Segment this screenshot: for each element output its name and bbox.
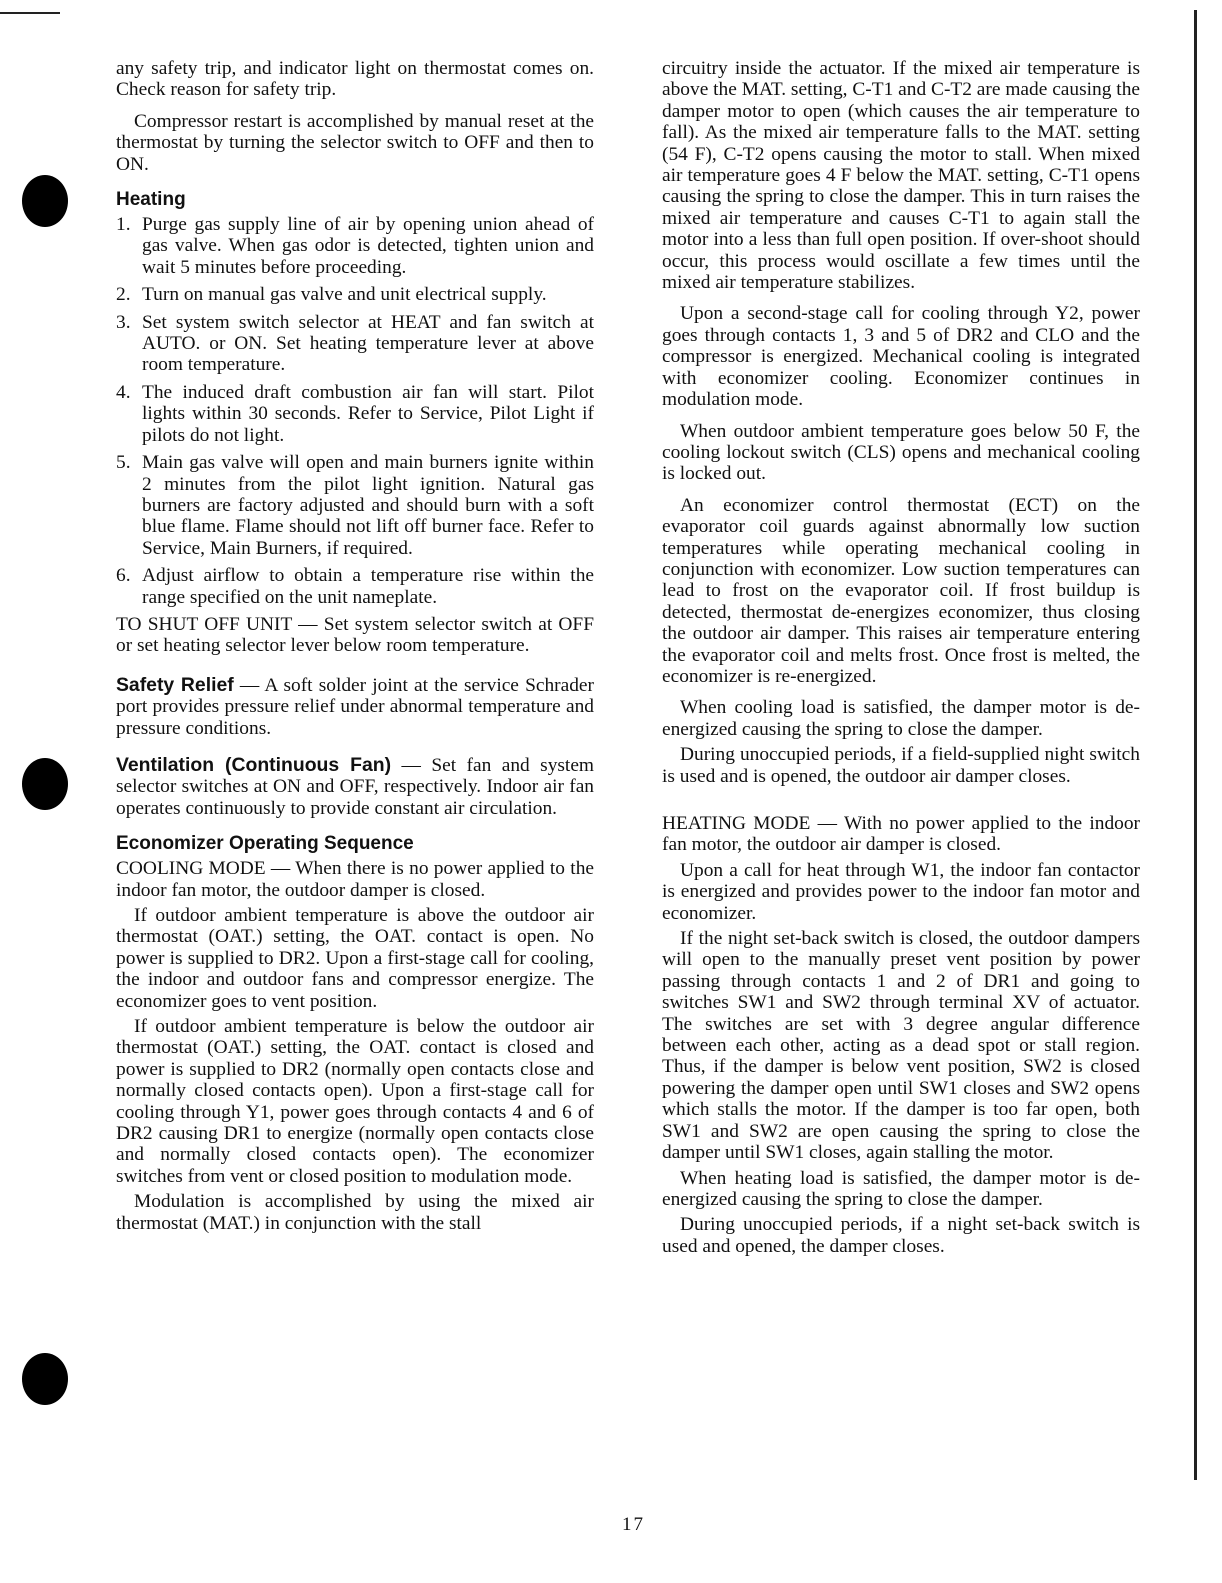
- economizer-heading: Economizer Operating Sequence: [116, 833, 414, 855]
- step-number: 2.: [116, 284, 131, 306]
- step-number: 1.: [116, 214, 131, 236]
- binder-hole: [22, 758, 68, 810]
- paragraph: When heating load is satisfied, the damper motor is de-energized causing the spring to close the damper.: [662, 1167, 1140, 1210]
- ventilation-text: — Set fan and system selector switches at ON and OFF, respectively. Indoor air fan operates continuously to provide constant air circulation.: [116, 754, 595, 819]
- list-item: [116, 284, 594, 305]
- list-item: [116, 214, 594, 278]
- paragraph: If outdoor ambient temperature is below the outdoor air thermostat (OAT.) setting, the OAT. contact is closed and power is supplied to DR2 (normally open contacts close and normally closed contacts open). Upon a first-stage call for cooling through Y1, power goes through contacts 4 and 6 of DR2 causing DR1 to energize (normally open contacts close and normally closed contacts open). The economizer switches from vent or closed position to modulation mode.: [116, 1016, 594, 1187]
- paragraph: Modulation is accomplished by using the mixed air thermostat (MAT.) in conjunction with the stall: [116, 1191, 594, 1234]
- shutoff-paragraph: TO SHUT OFF UNIT — Set system selector switch at OFF or set heating selector lever below room temperature.: [116, 613, 594, 657]
- heating-heading: Heating: [116, 189, 186, 211]
- safety-relief-text: — A soft solder joint at the service Schrader port provides pressure relief under abnormal temperature and pressure conditions.: [116, 674, 594, 739]
- paragraph: Upon a second-stage call for cooling through Y2, power goes through contacts 1, 3 and 5 of DR2 and CLO and the compressor is energized. Mechanical cooling is integrated with economizer cooling. Economizer continues in modulation mode.: [662, 303, 1140, 411]
- paragraph: If outdoor ambient temperature is above the outdoor air thermostat (OAT.) setting, the OAT. contact is open. No power is supplied to DR2. Upon a first-stage call for cooling, the indoor and outdoor fans and compressor energize. The economizer goes to vent position.: [116, 905, 594, 1012]
- list-item: [116, 565, 594, 608]
- step-text: Set system switch selector at HEAT and fan switch at AUTO. or ON. Set heating temperature lever at above room temperature.: [142, 311, 594, 376]
- heating-mode-paragraph: HEATING MODE — With no power applied to the indoor fan motor, the outdoor air damper is closed.: [662, 813, 1140, 856]
- right-column: [662, 58, 1140, 1261]
- step-text: Turn on manual gas valve and unit electrical supply.: [142, 284, 547, 306]
- paragraph: An economizer control thermostat (ECT) on the evaporator coil guards against abnormally low suction temperatures while operating mechanical cooling in conjunction with economizer. Low suction temperatures can lead to frost on the evaporator coil. If frost buildup is detected, thermostat de-energizes economizer, thus closing the outdoor air damper. This raises air temperature entering the evaporator coil and melts frost. Once frost is melted, the economizer is re-energized.: [662, 494, 1140, 687]
- step-number: 4.: [116, 381, 131, 403]
- step-number: 3.: [116, 311, 131, 333]
- binder-hole: [22, 175, 68, 227]
- paragraph: Upon a call for heat through W1, the indoor fan contactor is energized and provides power to the indoor fan motor and economizer.: [662, 859, 1140, 924]
- list-item: [116, 312, 594, 376]
- paragraph: During unoccupied periods, if a night set-back switch is used and opened, the damper closes.: [662, 1214, 1140, 1257]
- right-edge-rule: [1194, 10, 1197, 1480]
- page-number: 17: [622, 1514, 645, 1535]
- cooling-mode-paragraph: COOLING MODE — When there is no power applied to the indoor fan motor, the outdoor damper is closed.: [116, 858, 594, 901]
- paragraph: circuitry inside the actuator. If the mixed air temperature is above the MAT. setting, C-T1 and C-T2 are made causing the damper motor to open (which causes the air temperature to fall). As the mixed air temperature falls to the MAT. setting (54 F), C-T2 opens causing the motor to stall. When mixed air temperature goes 4 F below the MAT. setting, C-T1 opens causing the spring to close the damper. This in turn raises the mixed air temperature and causes C-T1 to again stall the motor into a less than full open position. If over-shoot should occur, this process would oscillate a few times until the mixed air temperature stabilizes.: [662, 58, 1140, 294]
- safety-relief-paragraph: [116, 675, 594, 739]
- ventilation-heading: Ventilation (Continuous Fan): [116, 753, 392, 776]
- step-text: Purge gas supply line of air by opening union ahead of gas valve. When gas odor is detected, tighten union and wait 5 minutes before proceeding.: [142, 214, 594, 278]
- list-item: [116, 452, 594, 559]
- paragraph: Compressor restart is accomplished by manual reset at the thermostat by turning the selector switch to OFF and then to ON.: [116, 110, 594, 175]
- safety-relief-heading: Safety Relief: [116, 673, 234, 696]
- paragraph: any safety trip, and indicator light on thermostat comes on. Check reason for safety trip.: [116, 58, 594, 101]
- heating-steps-list: [116, 214, 594, 608]
- step-number: 5.: [116, 452, 131, 474]
- top-rule: [0, 12, 60, 14]
- step-text: Adjust airflow to obtain a temperature rise within the range specified on the unit nameplate.: [142, 565, 594, 608]
- binder-hole: [22, 1353, 68, 1405]
- paragraph: When outdoor ambient temperature goes below 50 F, the cooling lockout switch (CLS) opens and mechanical cooling is locked out.: [662, 420, 1140, 485]
- paragraph: During unoccupied periods, if a field-supplied night switch is used and is opened, the outdoor air damper closes.: [662, 744, 1140, 787]
- paragraph: When cooling load is satisfied, the damper motor is de-energized causing the spring to close the damper.: [662, 697, 1140, 740]
- paragraph: If the night set-back switch is closed, the outdoor dampers will open to the manually preset vent position by power passing through contacts 1 and 2 of DR1 and going to switches SW1 and SW2 through terminal XV of actuator. The switches are set with 3 degree angular difference between each other, acting as a dead spot or stall region. Thus, if the damper is below vent position, SW2 is closed powering the damper open until SW1 closes and SW2 opens which stalls the motor. If the damper is too far open, both SW1 and SW2 are open causing the spring to close the damper until SW1 closes, again stalling the motor.: [662, 928, 1140, 1164]
- left-column: [116, 58, 594, 1238]
- step-text: Main gas valve will open and main burners ignite within 2 minutes from the pilot light ignition. Natural gas burners are factory adjusted and should burn with a soft blue flame. Flame should not lift off burner face. Refer to Service, Main Burners, if required.: [142, 452, 594, 559]
- ventilation-paragraph: [116, 755, 594, 819]
- step-text: The induced draft combustion air fan will start. Pilot lights within 30 seconds. Refer to Service, Pilot Light if pilots do not light.: [142, 381, 594, 446]
- step-number: 6.: [116, 565, 131, 587]
- list-item: [116, 382, 594, 446]
